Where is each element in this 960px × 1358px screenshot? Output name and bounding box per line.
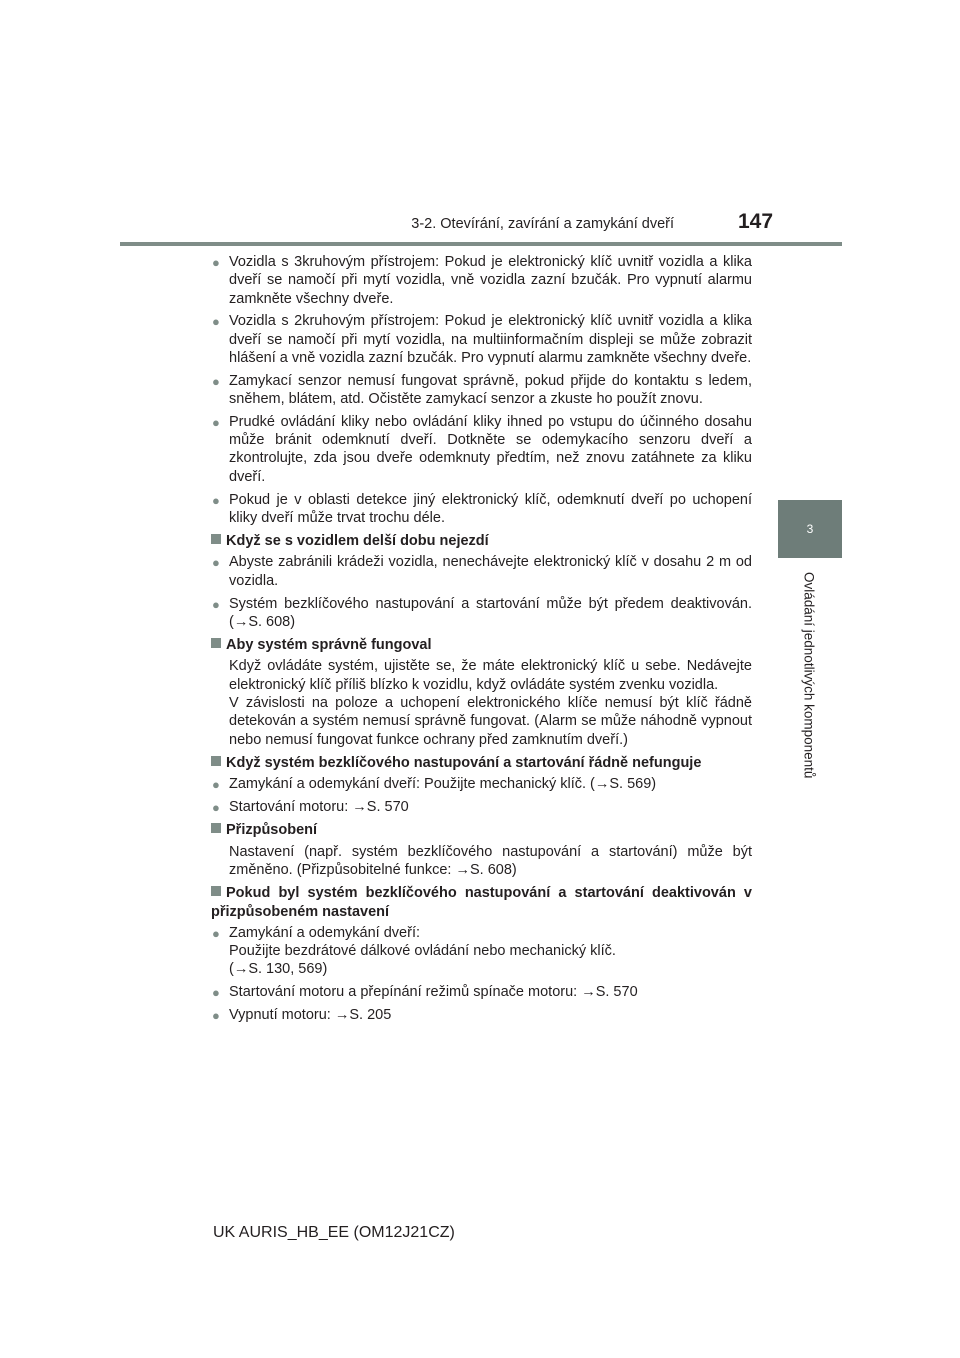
square-icon — [211, 756, 221, 766]
bullet-line: (→S. 130, 569) — [229, 961, 328, 978]
paragraph: Nastavení (např. systém bezklíčového nastupování a startování) může být změněno. (Přizpůsobitelné funkce: →S. 608) — [229, 843, 752, 878]
bullet-item — [212, 491, 752, 528]
bullet-item — [212, 1006, 752, 1024]
section-heading — [211, 532, 752, 550]
bullet-icon: ● — [212, 255, 220, 270]
bullet-item — [212, 413, 752, 486]
chapter-number: 3 — [806, 522, 814, 536]
page-content — [212, 253, 752, 1029]
bullet-item — [212, 372, 752, 409]
section-heading — [211, 884, 752, 921]
bullet-item — [212, 553, 752, 590]
bullet-item — [212, 595, 752, 632]
bullet-text: Abyste zabránili krádeži vozidla, nenechávejte elektronický klíč v dosahu 2 m od vozidla. — [229, 554, 752, 589]
bullet-icon: ● — [212, 492, 220, 508]
square-icon — [211, 638, 221, 648]
section-title: 3-2. Otevírání, zavírání a zamykání dveří — [411, 216, 674, 232]
bullet-item — [212, 924, 752, 979]
footer-model: UK AURIS_HB_EE (OM12J21CZ) — [213, 1224, 455, 1241]
bullet-item — [212, 775, 752, 793]
bullet-item — [212, 312, 752, 367]
bullet-item — [212, 983, 752, 1001]
bullet-icon: ● — [212, 314, 220, 330]
section-heading-text: Když se s vozidlem delší dobu nejezdí — [226, 533, 489, 550]
bullet-item — [212, 798, 752, 816]
section-heading-text: Přizpůsobení — [226, 822, 318, 839]
bullet-text: Vypnutí motoru: →S. 205 — [229, 1006, 392, 1023]
section-heading — [211, 821, 752, 839]
bullet-icon: ● — [212, 1007, 220, 1023]
section-heading-text: Aby systém správně fungoval — [226, 637, 432, 654]
square-icon — [211, 886, 221, 896]
paragraph: V závislosti na poloze a uchopení elektronického klíče nemusí být klíč řádně detekován a systém nemusí správně fungovat. (Alarm se může náhodně vypnout nebo nemusí fungovat funkce ochrany před zamknutím dveří.) — [229, 695, 752, 748]
section-heading — [211, 754, 752, 772]
bullet-line: Použijte bezdrátové dálkové ovládání nebo mechanický klíč. — [229, 943, 616, 960]
paragraph: Když ovládáte systém, ujistěte se, že máte elektronický klíč u sebe. Nedávejte elektronický klíč příliš blízko k vozidlu, když ovládáte systém zvenku vozidla. — [229, 658, 752, 693]
bullet-text: Startování motoru a přepínání režimů spínače motoru: →S. 570 — [229, 984, 638, 1001]
section-heading — [211, 636, 752, 654]
chapter-label — [797, 572, 821, 830]
bullet-icon: ● — [212, 925, 220, 941]
bullet-text: Systém bezklíčového nastupování a startování může být předem deaktivován. (→S. 608) — [229, 595, 752, 630]
bullet-text: Vozidla s 2kruhovým přístrojem: Pokud je elektronický klíč uvnitř vozidla a klika dveří se namočí při mytí vozidla, na multiinformačním displeji se může zobrazit hlášení a vně vozidla zazní bzučák. Pro vypnutí alarmu zamkněte všechny dveře. — [229, 313, 752, 366]
bullet-text: Zamykání a odemykání dveří: — [229, 924, 420, 941]
page-number: 147 — [738, 210, 774, 233]
bullet-text: Zamykací senzor nemusí fungovat správně, pokud přijde do kontaktu s ledem, sněhem, blátem, atd. Očistěte zamykací senzor a zkuste ho použít znovu. — [229, 372, 752, 408]
bullet-icon: ● — [212, 373, 220, 389]
square-icon — [211, 823, 221, 833]
bullet-icon: ● — [212, 555, 220, 571]
bullet-item — [212, 253, 752, 308]
bullet-text: Startování motoru: →S. 570 — [229, 799, 409, 816]
chapter-label-text: Ovládání jednotlivých komponentů — [801, 572, 817, 779]
bullet-text: Pokud je v oblasti detekce jiný elektronický klíč, odemknutí dveří po uchopení kliky dveří může trvat trochu déle. — [229, 491, 752, 526]
bullet-icon: ● — [212, 985, 220, 1001]
chapter-tab — [778, 500, 842, 558]
bullet-text: Zamykání a odemykání dveří: Použijte mechanický klíč. (→S. 569) — [229, 776, 657, 793]
header-rule — [120, 242, 842, 246]
section-heading-text: Pokud byl systém bezklíčového nastupování a startování deaktivován v přizpůsobeném nastavení — [211, 885, 752, 920]
bullet-text: Vozidla s 3kruhovým přístrojem: Pokud je elektronický klíč uvnitř vozidla a klika dveří se namočí při mytí vozidla, vně vozidla zazní bzučák. Pro vypnutí alarmu zamkněte všechny dveře. — [229, 254, 752, 307]
section-heading-text: Když systém bezklíčového nastupování a startování řádně nefunguje — [226, 754, 702, 771]
bullet-icon: ● — [212, 800, 220, 816]
square-icon — [211, 534, 221, 544]
bullet-text: Prudké ovládání kliky nebo ovládání kliky ihned po vstupu do účinného dosahu může bránit odemknutí dveří. Dotkněte se odemykacího senzoru dveří a zkontrolujte, zda jsou dveře odemknuty předtím, než znovu zatáhnete za kliku dveří. — [229, 413, 752, 485]
bullet-icon: ● — [212, 414, 220, 430]
bullet-icon: ● — [212, 596, 220, 612]
bullet-icon: ● — [212, 777, 220, 793]
